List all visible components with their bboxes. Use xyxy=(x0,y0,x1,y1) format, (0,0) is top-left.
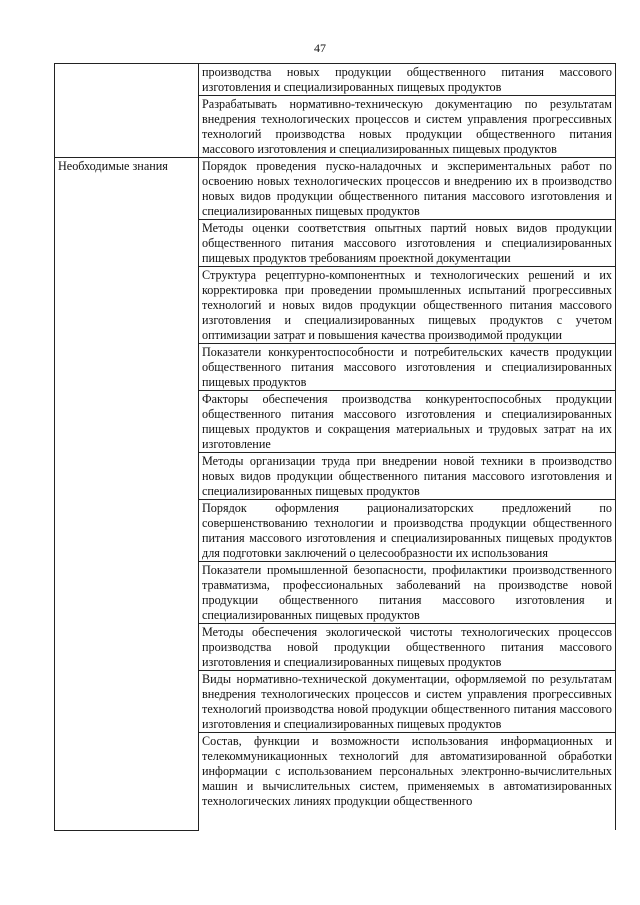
knowledge-text: Показатели конкурентоспособности и потребительских качеств продукции общественного питания массового изготовления и специализированных пищевых продуктов xyxy=(199,344,616,391)
knowledge-text: Порядок оформления рационализаторских предложений по совершенствованию технологии и производства продукции общественного питания массового изготовления и специализированных пищевых продуктов для подготовки заключений о целесообразности их использования xyxy=(199,500,616,562)
table-row xyxy=(55,158,616,220)
knowledge-text: Показатели промышленной безопасности, профилактики производственного травматизма, профессиональных заболеваний на производстве новой продукции общественного питания массового изготовления и специализированных пищевых продуктов xyxy=(199,562,616,624)
skill-text: Разрабатывать нормативно-техническую документацию по результатам внедрения технологических процессов и систем управления прогрессивных технологий производства новых продукции общественного питания массового изготовления и специализированных пищевых продуктов xyxy=(199,96,616,158)
knowledge-text: Методы организации труда при внедрении новой техники в производство новых видов продукции общественного питания массового изготовления и специализированных пищевых продуктов xyxy=(199,453,616,500)
knowledge-text: Виды нормативно-технической документации, оформляемой по результатам внедрения технологических процессов и систем управления прогрессивных технологий производства новой продукции общественного питания массового изготовления и специализированных пищевых продуктов xyxy=(199,671,616,733)
empty-label-cell xyxy=(55,64,199,158)
table-row xyxy=(55,64,616,96)
knowledge-text: Методы оценки соответствия опытных партий новых видов продукции общественного питания массового изготовления и специализированных пищевых продуктов требованиям проектной документации xyxy=(199,220,616,267)
page-number: 47 xyxy=(314,41,326,55)
knowledge-text: Состав, функции и возможности использования информационных и телекоммуникационных технологий для автоматизированной обработки информации с использованием персональных электронно-вычислительных машин и вычислительных систем, применяемых в автоматизированных технологических линиях продукции общественного xyxy=(199,733,616,831)
knowledge-text: Порядок проведения пуско-наладочных и экспериментальных работ по освоению новых технологических процессов и внедрению их в производство новых видов продукции общественного питания массового изготовления и специализированных пищевых продуктов xyxy=(199,158,616,220)
knowledge-text: Факторы обеспечения производства конкурентоспособных продукции общественного питания массового изготовления и специализированных пищевых продуктов и сокращения материальных и трудовых затрат на их изготовление xyxy=(199,391,616,453)
competency-table xyxy=(54,63,616,831)
section-label: Необходимые знания xyxy=(55,158,199,831)
knowledge-text: Методы обеспечения экологической чистоты технологических процессов производства новой продукции общественного питания массового изготовления и специализированных пищевых продуктов xyxy=(199,624,616,671)
knowledge-text: Структура рецептурно-компонентных и технологических решений и их корректировка при проведении промышленных испытаний прогрессивных технологий и новых видов продукции общественного питания массового изготовления и специализированных пищевых продуктов с учетом оптимизации затрат и повышения качества производимой продукции xyxy=(199,267,616,344)
skill-text: производства новых продукции общественного питания массового изготовления и специализированных пищевых продуктов xyxy=(199,64,616,96)
